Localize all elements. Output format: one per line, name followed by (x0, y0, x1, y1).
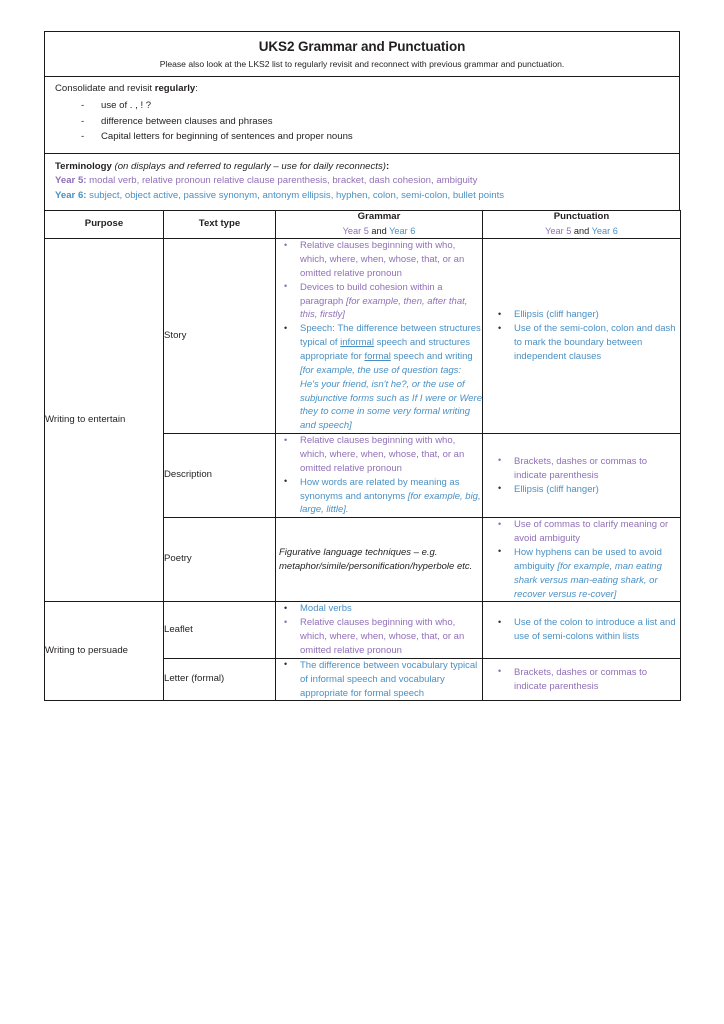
column-header-purpose (45, 211, 164, 239)
punctuation-bullet-list (490, 666, 680, 694)
grammar-bullet-list (276, 659, 482, 701)
terminology-label: Terminology (55, 160, 112, 172)
list-item (276, 322, 482, 433)
list-item: • Relative clauses beginning with who, which, where, when, whose, that, or an omitted relative pronoun (276, 616, 482, 658)
list-item: • Ellipsis (cliff hanger) (490, 308, 680, 322)
list-item: • The difference between vocabulary typical of informal speech and vocabulary appropriate for formal speech (276, 659, 482, 701)
title-block (44, 31, 680, 76)
terminology-note-suffix: : (385, 160, 390, 172)
punctuation-cell-description (483, 434, 681, 518)
grammar-cell-leaflet (276, 602, 483, 658)
grammar-cell-poetry (276, 518, 483, 602)
consolidate-heading-prefix: Consolidate and revisit (55, 83, 155, 95)
punctuation-cell-story (483, 239, 681, 434)
grammar-cell-letter (276, 658, 483, 701)
list-item: • Modal verbs (276, 602, 482, 616)
consolidate-block (44, 76, 680, 153)
document-body (44, 31, 680, 701)
grammar-cell-description (276, 434, 483, 518)
bullet-italic-tail: [for example, the use of question tags: He's your friend, isn't he?, or the use of subjunctive forms such as If I were or Were they to come in some very formal writing and speech] (300, 364, 482, 432)
table-header-row (45, 211, 681, 239)
text-type-cell-poetry: Poetry (164, 518, 276, 602)
column-header-text-type (164, 211, 276, 239)
punctuation-bullet-list (490, 455, 680, 497)
terminology-year6-label: Year 6 (55, 189, 84, 201)
terminology-year5-sep: : (83, 175, 90, 187)
grammar-plain-text: Figurative language techniques – e.g. metaphor/simile/personification/hyperbole etc. (279, 546, 473, 572)
table-header (45, 211, 681, 239)
year6-tag: Year 6 (389, 225, 416, 236)
punctuation-cell-poetry (483, 518, 681, 602)
punctuation-bullet-list (490, 518, 680, 601)
text-type-cell-leaflet: Leaflet (164, 602, 276, 658)
table-row (45, 602, 681, 658)
column-header-text-type-label: Text type (198, 218, 241, 230)
list-item: • Use of the colon to introduce a list and use of semi-colons within lists (490, 616, 680, 644)
list-item: • Use of the semi-colon, colon and dash to mark the boundary between independent clauses (490, 322, 680, 364)
table-row (45, 239, 681, 434)
column-header-punctuation (483, 211, 681, 239)
terminology-year6-line (55, 189, 669, 203)
consolidate-heading-bold: regularly (154, 83, 196, 95)
year5-tag: Year 5 (545, 225, 572, 236)
and-text: and (368, 225, 390, 236)
bullet-italic-tail: [for example, man eating shark versus man-eating shark, or recover versus re-cover] (514, 560, 662, 600)
terminology-block (44, 153, 680, 211)
list-item (276, 476, 482, 518)
terminology-year6-terms: subject, object active, passive synonym, antonym ellipsis, hyphen, colon, semi-colon, bullet points (89, 189, 505, 201)
purpose-cell-persuade: Writing to persuade (45, 602, 164, 701)
list-item (276, 281, 482, 323)
text-type-cell-description: Description (164, 434, 276, 518)
terminology-year5-label: Year 5 (55, 175, 84, 187)
list-item: • Relative clauses beginning with who, which, where, when, whose, that, or an omitted relative pronoun (276, 434, 482, 476)
bullet-text: Speech: The difference between structures typical of informal speech and structures appropriate for formal speech and writing (300, 323, 481, 362)
bullet-text: Devices to build cohesion within a paragraph (300, 281, 443, 307)
year6-tag: Year 6 (591, 225, 618, 236)
column-header-grammar (276, 211, 483, 239)
terminology-year5-line (55, 174, 669, 188)
list-item: - use of . , ! ? (81, 98, 669, 114)
column-header-punctuation-years (483, 225, 680, 238)
column-header-grammar-label: Grammar (357, 211, 401, 223)
punctuation-bullet-list (490, 308, 680, 363)
list-item (490, 546, 680, 601)
bullet-italic-tail: [for example, big, large, little]. (300, 490, 481, 516)
text-type-cell-story: Story (164, 239, 276, 434)
terminology-note: (on displays and referred to regularly – use for daily reconnects) (111, 160, 386, 172)
list-item: • Ellipsis (cliff hanger) (490, 483, 680, 497)
column-header-grammar-years (276, 225, 482, 238)
grammar-punctuation-table (44, 210, 681, 701)
grammar-cell-story (276, 239, 483, 434)
column-header-punctuation-label: Punctuation (553, 211, 610, 223)
grammar-bullet-list (276, 239, 482, 433)
consolidate-list (55, 98, 669, 145)
year5-tag: Year 5 (342, 225, 369, 236)
list-item: • Brackets, dashes or commas to indicate parenthesis (490, 666, 680, 694)
terminology-year6-sep: : (83, 189, 90, 201)
list-item: - Capital letters for beginning of sentences and proper nouns (81, 129, 669, 145)
list-item: • Use of commas to clarify meaning or avoid ambiguity (490, 518, 680, 546)
bullet-italic-tail: [for example, then, after that, this, firstly] (300, 295, 468, 321)
purpose-cell-entertain: Writing to entertain (45, 239, 164, 602)
consolidate-heading-suffix: : (195, 83, 198, 95)
grammar-bullet-list (276, 602, 482, 657)
and-text: and (571, 225, 592, 236)
text-type-cell-letter: Letter (formal) (164, 658, 276, 701)
list-item: - difference between clauses and phrases (81, 114, 669, 130)
list-item: • Relative clauses beginning with who, which, where, when, whose, that, or an omitted relative pronoun (276, 239, 482, 281)
column-header-purpose-label: Purpose (84, 218, 124, 230)
punctuation-cell-leaflet (483, 602, 681, 658)
page-title: UKS2 Grammar and Punctuation (258, 39, 466, 54)
bullet-text: How words are related by meaning as synonyms and antonyms (300, 476, 460, 502)
terminology-heading (55, 160, 669, 174)
terminology-year5-terms: modal verb, relative pronoun relative clause parenthesis, bracket, dash cohesion, ambiguity (89, 175, 478, 187)
grammar-bullet-list (276, 434, 482, 517)
table-body (45, 239, 681, 701)
bullet-text: How hyphens can be used to avoid ambiguity (514, 546, 662, 572)
punctuation-cell-letter (483, 658, 681, 701)
list-item: • Brackets, dashes or commas to indicate parenthesis (490, 455, 680, 483)
consolidate-heading (55, 83, 669, 96)
punctuation-bullet-list (490, 616, 680, 644)
page-subtitle: Please also look at the LKS2 list to regularly revisit and reconnect with previous grammar and punctuation. (159, 58, 565, 69)
